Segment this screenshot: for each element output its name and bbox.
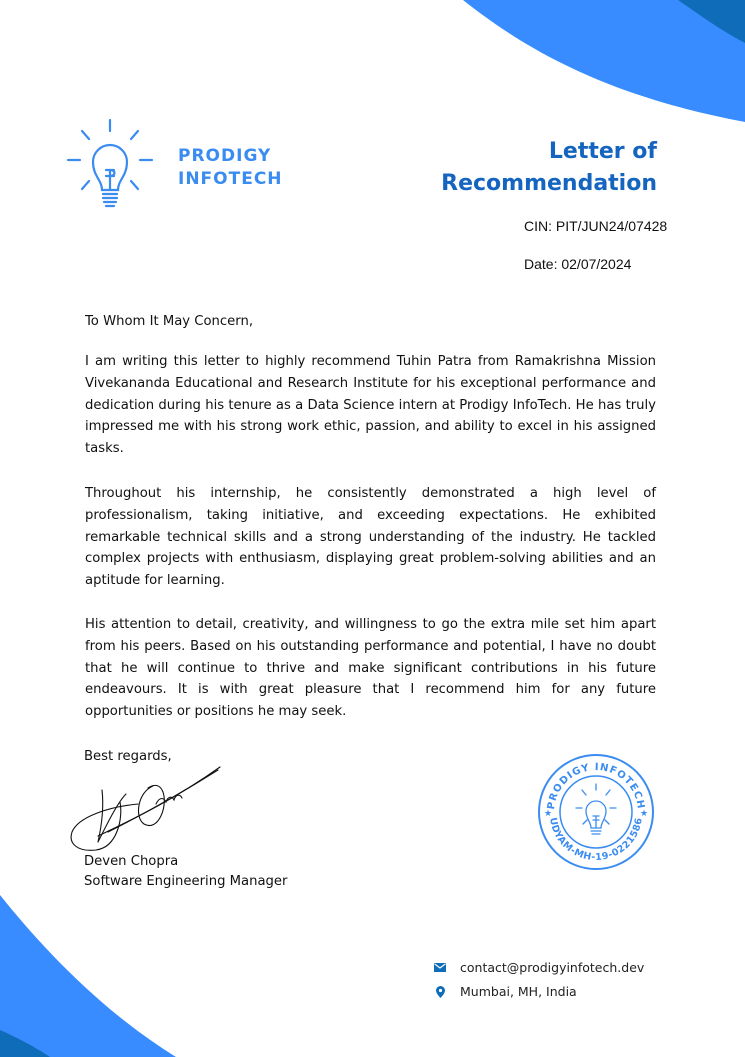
document-title bbox=[441, 136, 657, 200]
email-text[interactable]: contact@prodigyinfotech.dev bbox=[460, 960, 645, 975]
company-seal-stamp bbox=[536, 752, 656, 872]
paragraph-2: Throughout his internship, he consistently demonstrated a high level of professionalism, taking initiative, and exceeding expectations. He exhibited remarkable technical skills and a strong understanding of the industry. He tackled complex projects with enthusiasm, displaying great problem-solving abilities and an aptitude for learning. bbox=[85, 486, 656, 589]
brand-line-1: PRODIGY bbox=[178, 146, 272, 166]
brand-line-2: INFOTECH bbox=[178, 169, 283, 189]
envelope-icon bbox=[433, 961, 447, 975]
location-text: Mumbai, MH, India bbox=[460, 984, 577, 999]
signer-block bbox=[84, 852, 287, 892]
lightbulb-logo-icon bbox=[62, 118, 162, 213]
cin-number: CIN: PIT/JUN24/07428 bbox=[524, 218, 668, 234]
salutation: To Whom It May Concern, bbox=[85, 314, 254, 329]
title-line-1: Letter of bbox=[548, 139, 657, 164]
title-line-2: Recommendation bbox=[441, 171, 657, 196]
company-brand-name bbox=[178, 145, 283, 191]
star-icon-left: ★ bbox=[544, 809, 553, 819]
paragraph-1: I am writing this letter to highly recommend Tuhin Patra from Ramakrishna Mission Vivekananda Educational and Research Institute for his exceptional performance and dedication during his tenure as a Data Science intern at Prodigy InfoTech. He has truly impressed me with his strong work ethic, passion, and ability to excel in his assigned tasks. bbox=[85, 354, 656, 457]
closing-line: Best regards, bbox=[84, 749, 172, 764]
contact-email bbox=[433, 960, 644, 975]
signer-title: Software Engineering Manager bbox=[84, 874, 288, 889]
map-pin-icon bbox=[433, 985, 447, 999]
star-icon-right: ★ bbox=[640, 809, 649, 819]
stamp-lightbulb-icon bbox=[576, 784, 616, 834]
handwritten-signature bbox=[68, 762, 228, 854]
paragraph-3: His attention to detail, creativity, and willingness to go the extra mile set him apart from his peers. Based on his outstanding performance and potential, I have no doubt that he will continue to thrive and make significant contributions in his future endeavours. It is with great pleasure that I recommend him for any future opportunities or positions he may seek. bbox=[85, 617, 656, 720]
letter-date: Date: 02/07/2024 bbox=[524, 256, 632, 272]
contact-location bbox=[433, 984, 577, 999]
stamp-bottom-text: UDYAM-MH-19-0221586 bbox=[547, 816, 645, 864]
stamp-top-text: PRODIGY INFOTECH bbox=[545, 761, 647, 811]
signer-name: Deven Chopra bbox=[84, 854, 179, 869]
